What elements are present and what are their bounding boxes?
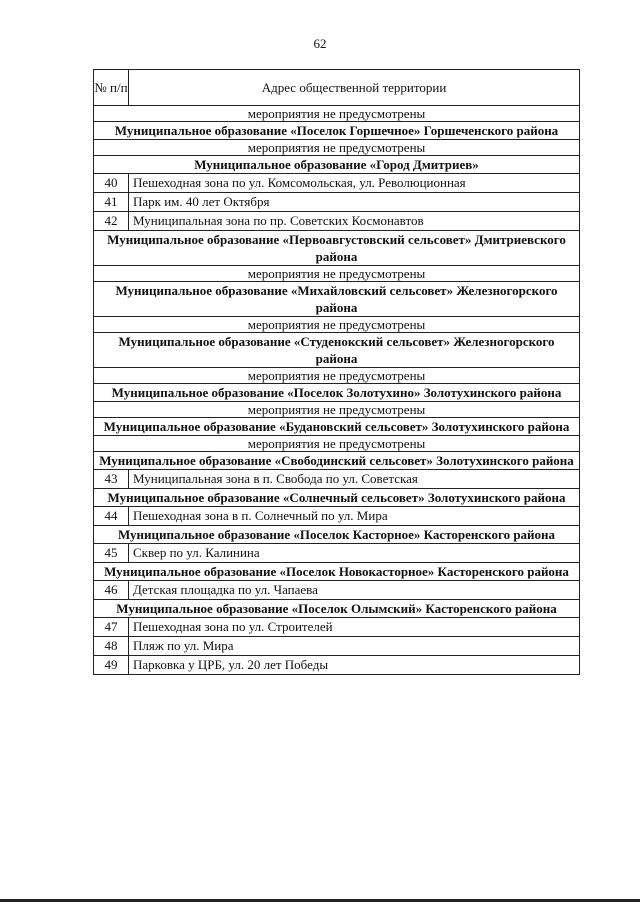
territory-row xyxy=(94,193,580,212)
no-activities-row xyxy=(94,402,580,418)
municipality-name: Муниципальное образование «Солнечный сельсовет» Золотухинского района xyxy=(94,489,580,507)
territory-address: Пляж по ул. Мира xyxy=(129,637,580,656)
municipality-header-row xyxy=(94,384,580,402)
municipality-name: Муниципальное образование «Первоавгустовский сельсовет» Дмитриевского района xyxy=(94,231,580,266)
header-number-cell: № п/п xyxy=(94,70,129,106)
row-number: 46 xyxy=(94,581,129,600)
territory-address: Муниципальная зона в п. Свобода по ул. Советская xyxy=(129,470,580,489)
territory-row xyxy=(94,174,580,193)
header-address-cell: Адрес общественной территории xyxy=(129,70,580,106)
territory-address: Парковка у ЦРБ, ул. 20 лет Победы xyxy=(129,656,580,675)
municipality-header-row xyxy=(94,231,580,266)
municipality-header-row xyxy=(94,563,580,581)
territory-address: Пешеходная зона по ул. Строителей xyxy=(129,618,580,637)
municipality-name: Муниципальное образование «Город Дмитриев» xyxy=(94,156,580,174)
no-activities-row xyxy=(94,436,580,452)
territory-address: Пешеходная зона по ул. Комсомольская, ул. Революционная xyxy=(129,174,580,193)
no-activities-row xyxy=(94,106,580,122)
no-activities-note: мероприятия не предусмотрены xyxy=(94,436,580,452)
municipality-name: Муниципальное образование «Поселок Олымский» Касторенского района xyxy=(94,600,580,618)
territory-address: Парк им. 40 лет Октября xyxy=(129,193,580,212)
row-number: 40 xyxy=(94,174,129,193)
territory-address: Сквер по ул. Калинина xyxy=(129,544,580,563)
no-activities-note: мероприятия не предусмотрены xyxy=(94,266,580,282)
territory-row xyxy=(94,637,580,656)
territory-address: Пешеходная зона в п. Солнечный по ул. Мира xyxy=(129,507,580,526)
municipality-header-row xyxy=(94,282,580,317)
municipality-name: Муниципальное образование «Будановский сельсовет» Золотухинского района xyxy=(94,418,580,436)
no-activities-row xyxy=(94,317,580,333)
row-number: 43 xyxy=(94,470,129,489)
territory-row xyxy=(94,581,580,600)
no-activities-row xyxy=(94,266,580,282)
row-number: 42 xyxy=(94,212,129,231)
page-number: 62 xyxy=(313,36,327,51)
municipality-header-row xyxy=(94,452,580,470)
municipality-header-row xyxy=(94,156,580,174)
municipality-header-row xyxy=(94,333,580,368)
municipality-header-row xyxy=(94,122,580,140)
municipality-name: Муниципальное образование «Поселок Золотухино» Золотухинского района xyxy=(94,384,580,402)
municipality-name: Муниципальное образование «Михайловский сельсовет» Железногорского района xyxy=(94,282,580,317)
table-body xyxy=(94,70,580,675)
row-number: 48 xyxy=(94,637,129,656)
table-header-row xyxy=(94,70,580,106)
municipality-name: Муниципальное образование «Поселок Новокасторное» Касторенского района xyxy=(94,563,580,581)
row-number: 41 xyxy=(94,193,129,212)
row-number: 44 xyxy=(94,507,129,526)
territory-row xyxy=(94,656,580,675)
municipality-header-row xyxy=(94,418,580,436)
municipality-name: Муниципальное образование «Свободинский сельсовет» Золотухинского района xyxy=(94,452,580,470)
no-activities-note: мероприятия не предусмотрены xyxy=(94,368,580,384)
municipality-header-row xyxy=(94,489,580,507)
municipality-header-row xyxy=(94,600,580,618)
no-activities-note: мероприятия не предусмотрены xyxy=(94,317,580,333)
territories-table xyxy=(93,69,580,675)
territory-row xyxy=(94,544,580,563)
territory-row xyxy=(94,470,580,489)
row-number: 49 xyxy=(94,656,129,675)
municipality-name: Муниципальное образование «Поселок Горшечное» Горшеченского района xyxy=(94,122,580,140)
territory-row xyxy=(94,507,580,526)
row-number: 45 xyxy=(94,544,129,563)
territory-address: Муниципальная зона по пр. Советских Космонавтов xyxy=(129,212,580,231)
no-activities-row xyxy=(94,368,580,384)
page-bottom-edge xyxy=(0,899,640,902)
territory-row xyxy=(94,212,580,231)
row-number: 47 xyxy=(94,618,129,637)
no-activities-note: мероприятия не предусмотрены xyxy=(94,106,580,122)
no-activities-note: мероприятия не предусмотрены xyxy=(94,402,580,418)
no-activities-note: мероприятия не предусмотрены xyxy=(94,140,580,156)
municipality-name: Муниципальное образование «Студенокский сельсовет» Железногорского района xyxy=(94,333,580,368)
territory-address: Детская площадка по ул. Чапаева xyxy=(129,581,580,600)
municipality-header-row xyxy=(94,526,580,544)
municipality-name: Муниципальное образование «Поселок Касторное» Касторенского района xyxy=(94,526,580,544)
territory-row xyxy=(94,618,580,637)
no-activities-row xyxy=(94,140,580,156)
